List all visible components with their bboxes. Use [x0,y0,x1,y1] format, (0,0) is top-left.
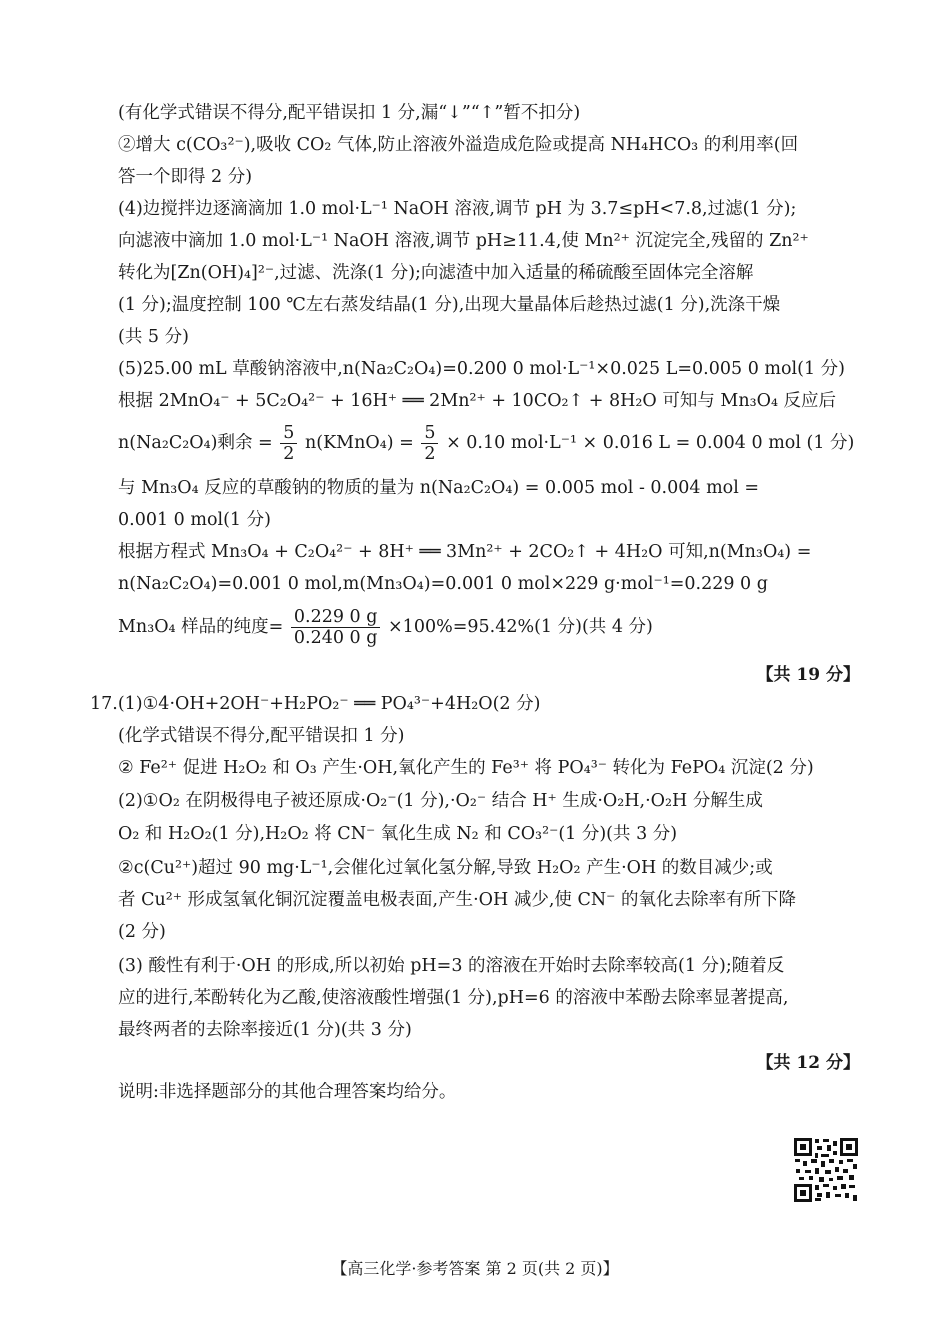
page-footer: 【高三化学·参考答案 第 2 页(共 2 页)】 [331,1259,619,1278]
answer-line: ②增大 c(CO₃²⁻),吸收 CO₂ 气体,防止溶液外溢造成危险或提高 NH₄HCO₃ 的利用率(回 [118,135,799,155]
fraction [291,607,381,648]
answer-line: (2 分) [118,922,166,942]
fraction-denominator: 2 [424,444,436,464]
question-heading: 17.(1)①4·OH+2OH⁻+H₂PO₂⁻ ══ PO₄³⁻+4H₂O(2 分) [90,694,541,714]
answer-line: (4)边搅拌边逐滴滴加 1.0 mol·L⁻¹ NaOH 溶液,调节 pH 为 3.7≤pH<7.8,过滤(1 分); [118,199,797,219]
answer-line: 向滤液中滴加 1.0 mol·L⁻¹ NaOH 溶液,调节 pH≥11.4,使 Mn²⁺ 沉淀完全,残留的 Zn²⁺ [118,231,809,251]
qr-code-icon [793,1137,859,1203]
answer-line: 最终两者的去除率接近(1 分)(共 3 分) [118,1020,412,1040]
answer-line: 根据 2MnO₄⁻ + 5C₂O₄²⁻ + 16H⁺ ══ 2Mn²⁺ + 10CO₂↑ + 8H₂O 可知与 Mn₃O₄ 反应后 [118,391,837,411]
answer-line: 转化为[Zn(OH)₄]²⁻,过滤、洗涤(1 分);向滤渣中加入适量的稀硫酸至固体完全溶解 [118,263,754,283]
answer-line: 与 Mn₃O₄ 反应的草酸钠的物质的量为 n(Na₂C₂O₄) = 0.005 mol - 0.004 mol = [118,478,760,498]
equation-part: Mn₃O₄ 样品的纯度= [118,617,284,637]
score-total: 【共 19 分】 [756,665,860,685]
answer-line: ② Fe²⁺ 促进 H₂O₂ 和 O₃ 产生·OH,氧化产生的 Fe³⁺ 将 PO₄³⁻ 转化为 FePO₄ 沉淀(2 分) [118,758,814,778]
answer-line: (共 5 分) [118,327,189,347]
answer-line: (3) 酸性有利于·OH 的形成,所以初始 pH=3 的溶液在开始时去除率较高(1 分);随着反 [118,956,785,976]
fraction-numerator: 5 [280,423,297,444]
fraction-denominator: 0.240 0 g [293,628,378,648]
equation-part: ×100%=95.42%(1 分)(共 4 分) [388,617,653,637]
fraction-equation-line [118,605,653,649]
score-total: 【共 12 分】 [756,1053,860,1073]
note: 说明:非选择题部分的其他合理答案均给分。 [118,1082,457,1102]
fraction [280,423,297,464]
answer-line: 答一个即得 2 分) [118,167,253,187]
answer-line: (5)25.00 mL 草酸钠溶液中,n(Na₂C₂O₄)=0.200 0 mol·L⁻¹×0.025 L=0.005 0 mol(1 分) [118,359,845,379]
answer-line: 应的进行,苯酚转化为乙酸,使溶液酸性增强(1 分),pH=6 的溶液中苯酚去除率显著提高, [118,988,789,1008]
answer-line: (2)①O₂ 在阴极得电子被还原成·O₂⁻(1 分),·O₂⁻ 结合 H⁺ 生成·O₂H,·O₂H 分解生成 [118,791,763,811]
answer-line: O₂ 和 H₂O₂(1 分),H₂O₂ 将 CN⁻ 氧化生成 N₂ 和 CO₃²⁻(1 分)(共 3 分) [118,824,678,844]
fraction-numerator: 5 [421,423,438,444]
answer-line: (1 分);温度控制 100 ℃左右蒸发结晶(1 分),出现大量晶体后趁热过滤(1 分),洗涤干燥 [118,295,781,315]
answer-line: ②c(Cu²⁺)超过 90 mg·L⁻¹,会催化过氧化氢分解,导致 H₂O₂ 产生·OH 的数目减少;或 [118,858,773,878]
equation-part: n(Na₂C₂O₄)剩余 = [118,433,273,453]
answer-line: (化学式错误不得分,配平错误扣 1 分) [118,726,405,746]
answer-line: 0.001 0 mol(1 分) [118,510,271,530]
fraction-denominator: 2 [283,444,295,464]
answer-line: n(Na₂C₂O₄)=0.001 0 mol,m(Mn₃O₄)=0.001 0 mol×229 g·mol⁻¹=0.229 0 g [118,574,768,594]
fraction-equation-line [118,421,854,465]
equation-part: n(KMnO₄) = [304,433,414,453]
answer-line: (有化学式错误不得分,配平错误扣 1 分,漏“↓”“↑”暂不扣分) [118,103,581,123]
fraction-numerator: 0.229 0 g [291,607,381,628]
fraction [421,423,438,464]
answer-line: 者 Cu²⁺ 形成氢氧化铜沉淀覆盖电极表面,产生·OH 减少,使 CN⁻ 的氧化去除率有所下降 [118,890,796,910]
equation-part: × 0.10 mol·L⁻¹ × 0.016 L = 0.004 0 mol (1 分) [446,433,855,453]
answer-line: 根据方程式 Mn₃O₄ + C₂O₄²⁻ + 8H⁺ ══ 3Mn²⁺ + 2CO₂↑ + 4H₂O 可知,n(Mn₃O₄) = [118,542,812,562]
